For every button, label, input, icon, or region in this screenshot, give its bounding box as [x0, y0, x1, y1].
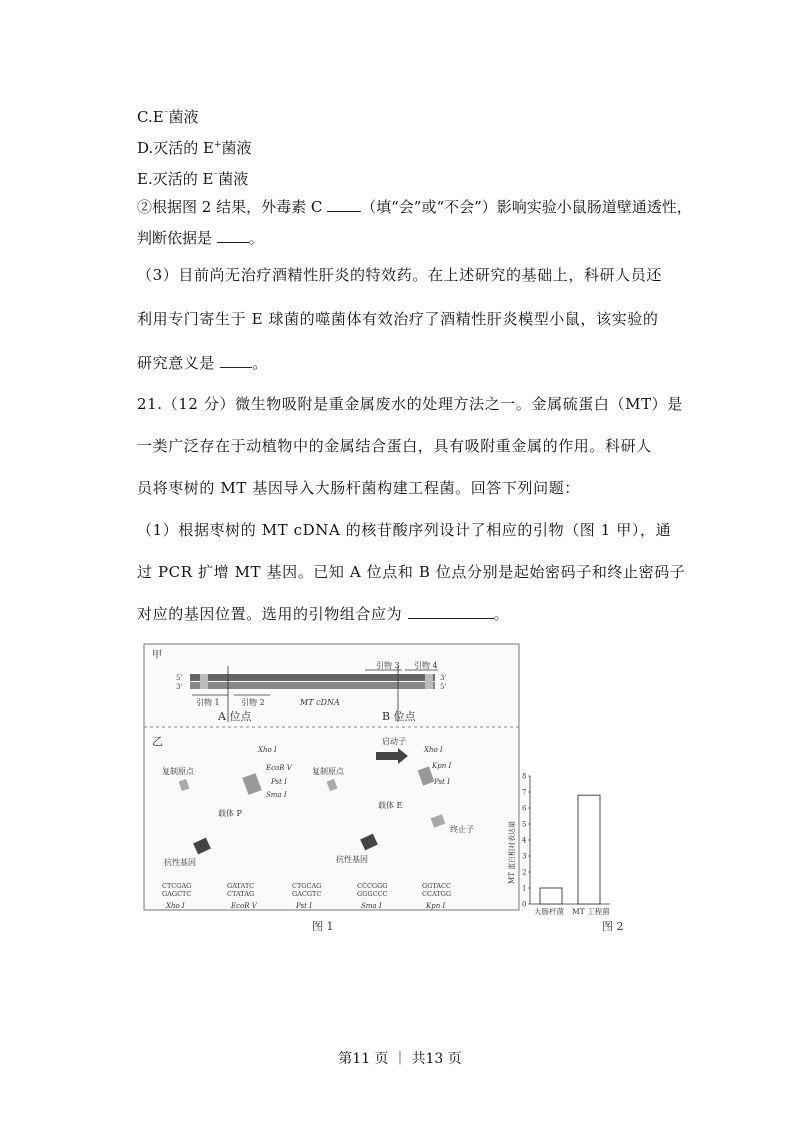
question-2-sub: ②根据图 2 结果，外毒素 C （填“会”或“不会”）影响实验小鼠肠道壁通透性，	[137, 198, 692, 216]
question-2-basis: 判断依据是 。	[137, 229, 264, 247]
site-enzyme-name: Xho I	[166, 902, 185, 910]
question-3-line2: 利用专门寄生于 E 球菌的噬菌体有效治疗了酒精性肝炎模型小鼠，该实验的	[137, 310, 659, 328]
site-seq-bottom: GGGCCC	[357, 890, 388, 898]
svg-text:3': 3'	[176, 683, 183, 691]
bar	[578, 795, 600, 904]
site-seq-bottom: GACGTC	[292, 890, 322, 898]
question-21-line2: 一类广泛存在于动植物中的金属结合蛋白，具有吸附重金属的作用。科研人	[137, 437, 652, 455]
page-footer: 第11 页 ｜ 共13 页	[338, 1051, 462, 1067]
y-tick-label: 8	[522, 772, 527, 781]
mt-cdna-label: MT cDNA	[300, 698, 340, 707]
site-b-label: B 位点	[382, 710, 416, 723]
vector-p-label: 载体 P	[218, 809, 242, 818]
svg-text:EcoR V: EcoR V	[266, 764, 292, 772]
svg-text:5': 5'	[440, 683, 447, 691]
x-tick-label: 大肠杆菌	[534, 907, 564, 916]
primer-2-label: 引物 2	[241, 698, 265, 707]
y-tick-label: 7	[522, 788, 527, 797]
option-c: C.E⁻菌液	[137, 108, 199, 126]
site-seq-top: CTGCAG	[292, 882, 322, 890]
svg-text:Pst I: Pst I	[434, 778, 450, 786]
promoter-label: 启动子	[382, 737, 406, 746]
svg-text:Kpn I: Kpn I	[432, 762, 452, 770]
y-tick-label: 4	[522, 836, 527, 845]
site-a-label: A 位点	[218, 710, 252, 723]
panel-yi-label: 乙	[152, 735, 163, 748]
x-tick-label: MT 工程菌	[572, 907, 610, 916]
question-3-line3: 研究意义是 。	[137, 354, 268, 372]
resistance-label-e: 抗性基因	[336, 855, 368, 864]
primer-1-label: 引物 1	[196, 698, 220, 707]
svg-text:Xho I: Xho I	[258, 746, 277, 754]
y-tick-label: 6	[522, 804, 527, 813]
y-tick-label: 2	[522, 868, 527, 877]
figure-2-caption: 图 2	[602, 920, 624, 933]
svg-text:5': 5'	[176, 674, 183, 682]
site-enzyme-name: EcoR V	[231, 902, 257, 910]
y-tick-label: 1	[522, 884, 527, 893]
figure-2-chart	[507, 773, 610, 917]
question-21-1-line3: 对应的基因位置。选用的引物组合应为 。	[137, 605, 510, 623]
option-e: E.灭活的 E⁻菌液	[137, 170, 249, 188]
y-tick-label: 3	[522, 852, 527, 861]
svg-text:3': 3'	[440, 674, 447, 682]
question-21-1-line1: （1）根据枣树的 MT cDNA 的核苷酸序列设计了相应的引物（图 1 甲），通	[137, 521, 672, 539]
option-d: D.灭活的 E+菌液	[137, 139, 252, 157]
site-seq-top: CTCGAG	[162, 882, 192, 890]
bar	[540, 888, 562, 904]
primer-4-label: 引物 4	[414, 661, 438, 670]
site-enzyme-name: Sma I	[361, 902, 382, 910]
figure-1-caption: 图 1	[312, 920, 334, 933]
y-axis-label: MT 蛋白相对表达量	[508, 820, 516, 884]
y-tick-label: 5	[522, 820, 527, 829]
resistance-label-p: 抗性基因	[164, 858, 196, 867]
figure-1-and-2	[140, 640, 710, 940]
site-seq-top: GATATC	[227, 882, 255, 890]
question-3-line1: （3）目前尚无治疗酒精性肝炎的特效药。在上述研究的基础上，科研人员还	[137, 266, 662, 284]
question-21-1-line2: 过 PCR 扩增 MT 基因。已知 A 位点和 B 位点分别是起始密码子和终止密码子	[137, 563, 686, 581]
vector-e-label: 载体 E	[378, 801, 403, 810]
ori-label-e: 复制原点	[312, 767, 344, 776]
ori-label-p: 复制原点	[162, 767, 194, 776]
terminator-label: 终止子	[450, 825, 474, 834]
y-tick-label: 0	[522, 900, 527, 909]
site-seq-top: GGTACC	[422, 882, 452, 890]
site-seq-top: CCCGGG	[357, 882, 388, 890]
site-seq-bottom: CCATGG	[422, 890, 452, 898]
panel-jia-label: 甲	[152, 650, 162, 661]
site-enzyme-name: Kpn I	[426, 902, 446, 910]
site-enzyme-name: Pst I	[296, 902, 312, 910]
site-seq-bottom: GAGCTC	[162, 890, 192, 898]
site-seq-bottom: CTATAG	[227, 890, 255, 898]
svg-text:Sma I: Sma I	[266, 791, 287, 799]
question-21-line1: 21.（12 分）微生物吸附是重金属废水的处理方法之一。金属硫蛋白（MT）是	[137, 395, 683, 413]
primer-3-label: 引物 3	[376, 661, 400, 670]
svg-text:Xho I: Xho I	[424, 746, 443, 754]
svg-text:Pst I: Pst I	[271, 778, 287, 786]
question-21-line3: 员将枣树的 MT 基因导入大肠杆菌构建工程菌。回答下列问题：	[137, 479, 580, 497]
